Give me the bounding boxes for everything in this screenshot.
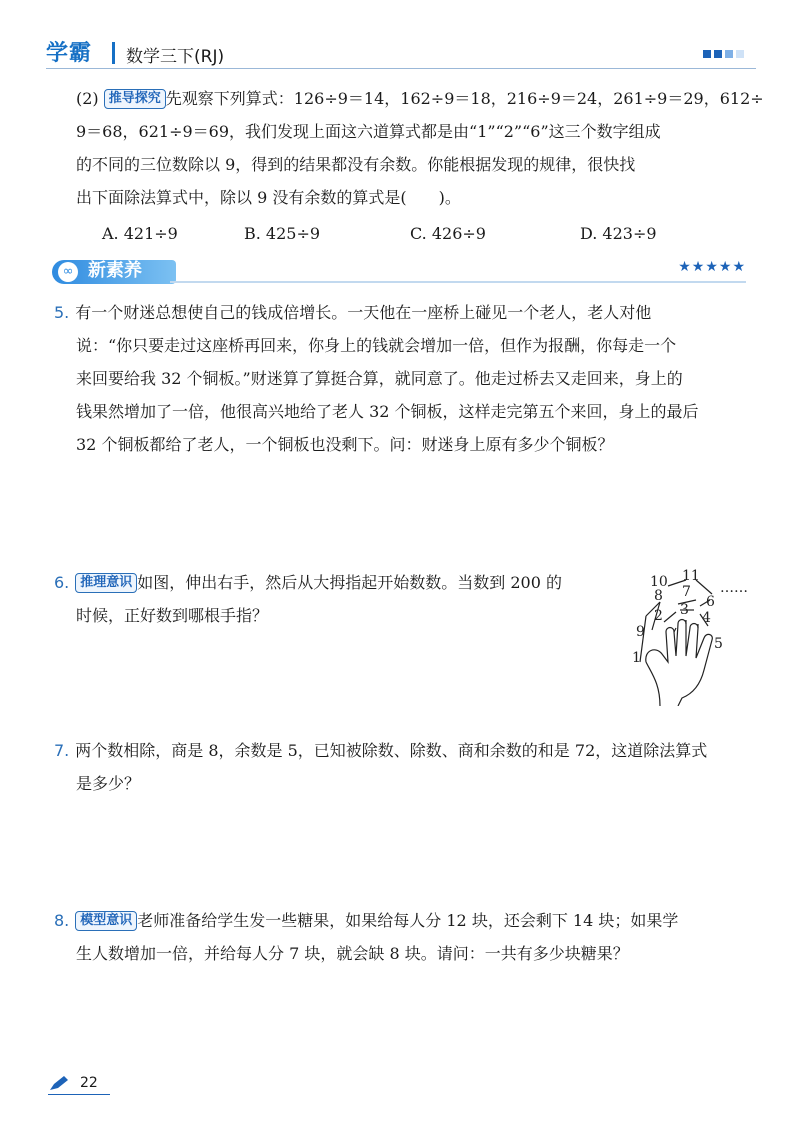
tag-moxing-yishi: 模型意识 xyxy=(75,911,137,931)
section-header-xin-suyang xyxy=(52,259,746,287)
q4-line-4: 出下面除法算式中，除以 9 没有余数的算式是( )。 xyxy=(76,188,461,207)
question-number: 6. xyxy=(54,573,70,592)
tag-tuidao-tanjiu: 推导探究 xyxy=(104,89,166,109)
q4-line-1: 先观察下列算式：126÷9＝14，162÷9＝18，216÷9＝24，261÷9＝29，612÷ xyxy=(165,89,764,108)
q7-line-2: 是多少？ xyxy=(76,774,141,793)
hand-label-6: 6 xyxy=(706,594,715,610)
right-hand-counting-figure xyxy=(616,566,756,706)
option-a[interactable]: A. 421÷9 xyxy=(102,224,178,243)
q8-line-1: 老师准备给学生发一些糖果，如果给每人分 12 块，还会剩下 14 块；如果学 xyxy=(137,911,679,930)
q4-line-2: 9＝68，621÷9＝69，我们发现上面这六道算式都是由“1”“2”“6”这三个数字组成 xyxy=(76,122,661,141)
option-b[interactable]: B. 425÷9 xyxy=(244,224,321,243)
q6-line-1: 如图，伸出右手，然后从大拇指起开始数数。当数到 200 的 xyxy=(137,573,562,592)
question-7 xyxy=(54,734,748,800)
footer-rule xyxy=(48,1094,110,1095)
book-title: 数学三下(RJ) xyxy=(126,47,225,67)
hand-label-11: 11 xyxy=(682,568,700,584)
section-rule xyxy=(170,281,746,283)
q5-line-2: 说：“你只要走过这座桥再回来，你身上的钱就会增加一倍，但作为报酬，你每走一个 xyxy=(76,336,677,355)
hand-label-4: 4 xyxy=(702,610,711,626)
q5-line-4: 钱果然增加了一倍，他很高兴地给了老人 32 个铜板，这样走完第五个来回，身上的最后 xyxy=(76,402,699,421)
hand-label-9: 9 xyxy=(636,624,645,640)
q4-line-3: 的不同的三位数除以 9，得到的结果都没有余数。你能根据发现的规律，很快找 xyxy=(76,155,636,174)
question-number: 5. xyxy=(54,303,70,322)
difficulty-stars: ★★★★★ xyxy=(678,259,746,275)
link-icon: ∞ xyxy=(58,262,78,282)
header-decoration-squares xyxy=(703,50,744,58)
question-4-part-2 xyxy=(54,82,764,214)
hand-label-2: 2 xyxy=(654,608,663,624)
hand-label-10: 10 xyxy=(650,574,668,590)
option-c[interactable]: C. 426÷9 xyxy=(410,224,486,243)
brand-divider xyxy=(112,42,115,64)
page-header xyxy=(46,28,756,72)
hand-label-ellipsis: …… xyxy=(720,580,748,596)
header-rule xyxy=(46,68,756,69)
hand-label-1: 1 xyxy=(632,650,641,666)
question-8 xyxy=(54,904,748,970)
hand-label-5: 5 xyxy=(714,636,723,652)
section-label: 新素养 xyxy=(88,260,142,281)
question-number: 8. xyxy=(54,911,70,930)
page-number: 22 xyxy=(80,1075,98,1091)
part-label: (2) xyxy=(76,89,99,108)
tag-tuili-yishi: 推理意识 xyxy=(75,573,137,593)
q8-line-2: 生人数增加一倍，并给每人分 7 块，就会缺 8 块。请问：一共有多少块糖果？ xyxy=(76,944,629,963)
hand-label-7: 7 xyxy=(682,584,691,600)
brand-logo: 学霸 xyxy=(46,41,93,66)
q5-line-5: 32 个铜板都给了老人，一个铜板也没剩下。问：财迷身上原有多少个铜板？ xyxy=(76,435,614,454)
q5-line-1: 有一个财迷总想使自己的钱成倍增长。一天他在一座桥上碰见一个老人，老人对他 xyxy=(75,303,652,322)
question-number: 7. xyxy=(54,741,70,760)
q7-line-1: 两个数相除，商是 8，余数是 5，已知被除数、除数、商和余数的和是 72，这道除法算式 xyxy=(75,741,708,760)
hand-label-8: 8 xyxy=(654,588,663,604)
question-5 xyxy=(54,296,748,461)
hand-label-3: 3 xyxy=(680,602,689,618)
q5-line-3: 来回要给我 32 个铜板。”财迷算了算挺合算，就同意了。他走过桥去又走回来，身上的 xyxy=(76,369,683,388)
q6-line-2: 时候，正好数到哪根手指？ xyxy=(76,606,269,625)
pencil-icon xyxy=(48,1074,70,1092)
option-d[interactable]: D. 423÷9 xyxy=(580,224,657,243)
